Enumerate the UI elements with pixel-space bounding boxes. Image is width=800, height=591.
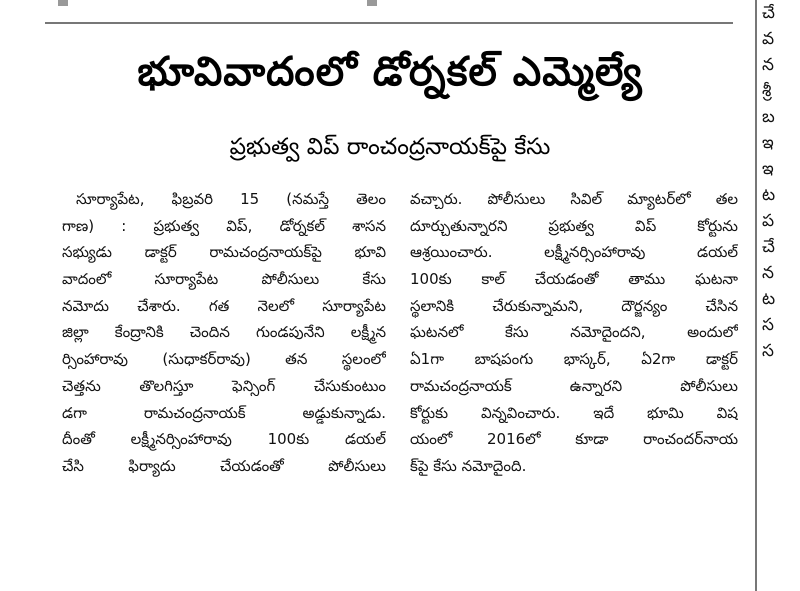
- body-line: గాణ) : ప్రభుత్వ విప్, డోర్నకల్ శాసన: [62, 216, 386, 235]
- body-line: ర్సింహారావు (సుధాకర్‌రావు) తన స్థలంలో: [62, 350, 386, 369]
- body-line: చెత్తను తొలగిస్తూ ఫెన్సింగ్ చేసుకుంటుం: [62, 376, 386, 395]
- headline: భూవివాదంలో డోర్నకల్ ఎమ్మెల్యే: [137, 49, 643, 95]
- body-line: 100కు కాల్ చేయడంతో తాము ఘటనా: [410, 270, 738, 289]
- body-line: వచ్చారు. పోలీసులు సివిల్ మ్యాటర్‌లో తల: [410, 190, 738, 208]
- fragment-text: ఇ: [762, 159, 774, 179]
- article-column-2: [410, 186, 738, 480]
- fragment-text: బ: [762, 107, 775, 127]
- fragment-text: స: [762, 315, 774, 335]
- subheadline: ప్రభుత్వ విప్ రాంచంద్రనాయక్‌పై కేసు: [229, 134, 551, 160]
- body-line: సూర్యాపేట, ఫిబ్రవరి 15 (నమస్తే తెలం: [76, 190, 386, 208]
- fragment-text: చే: [762, 3, 775, 23]
- fragment-text: న: [762, 55, 774, 75]
- body-line: జిల్లా కేంద్రానికి చెందిన గుండపునేని లక్ష్మీన: [62, 323, 386, 342]
- body-line: దీంతో లక్ష్మీనర్సింహారావు 100కు డయల్: [62, 430, 386, 449]
- body-line: క్‌పై కేసు నమోదైంది.: [410, 456, 527, 475]
- fragment-text: ప: [762, 211, 775, 231]
- fragment-text: ట: [762, 185, 776, 205]
- body-line: సభ్యుడు డాక్టర్ రామచంద్రనాయక్‌పై భూవి: [62, 243, 386, 262]
- body-line: దూర్చుతున్నారని ప్రభుత్వ విప్ కోర్టును: [410, 216, 738, 235]
- fragment-text: చే: [762, 237, 775, 257]
- top-fragment: [367, 0, 377, 6]
- fragment-text: ట: [762, 289, 776, 309]
- column-divider: [755, 0, 757, 591]
- fragment-text: స: [762, 341, 774, 361]
- fragment-text: న: [762, 263, 774, 283]
- body-line: డగా రామచంద్రనాయక్ అడ్డుకున్నాడు.: [62, 403, 386, 422]
- body-line: ఏ1గా బాషపంగు భాస్కర్, ఏ2గా డాక్టర్: [410, 350, 738, 369]
- body-line: స్థలానికి చేరుకున్నామని, దౌర్జన్యం చేసిన: [410, 296, 738, 315]
- top-rule: [45, 22, 733, 24]
- body-line: ఘటనలో కేసు నమోదైందని, అందులో: [410, 323, 738, 342]
- article-column-1: [62, 186, 386, 480]
- fragment-text: వ: [762, 29, 775, 49]
- body-line: యంలో 2016లో కూడా రాంచందర్‌నాయ: [410, 430, 738, 449]
- fragment-text: ఇ: [762, 133, 774, 153]
- body-line: వాదంలో సూర్యాపేట పోలీసులు కేసు: [62, 270, 386, 289]
- body-line: నమోదు చేశారు. గత నెలలో సూర్యాపేట: [62, 296, 386, 315]
- body-line: చేసి ఫిర్యాదు చేయడంతో పోలీసులు: [62, 456, 386, 475]
- adjacent-article-fragment: [762, 0, 800, 364]
- fragment-text: శ్రీ: [762, 81, 772, 101]
- top-fragment: [58, 0, 68, 6]
- body-line: ఆశ్రయించారు. లక్ష్మీనర్సింహారావు డయల్: [410, 243, 738, 262]
- body-line: రామచంద్రనాయక్ ఉన్నారని పోలీసులు: [410, 376, 738, 395]
- body-line: కోర్టుకు విన్నవించారు. ఇదే భూమి విష: [410, 403, 738, 422]
